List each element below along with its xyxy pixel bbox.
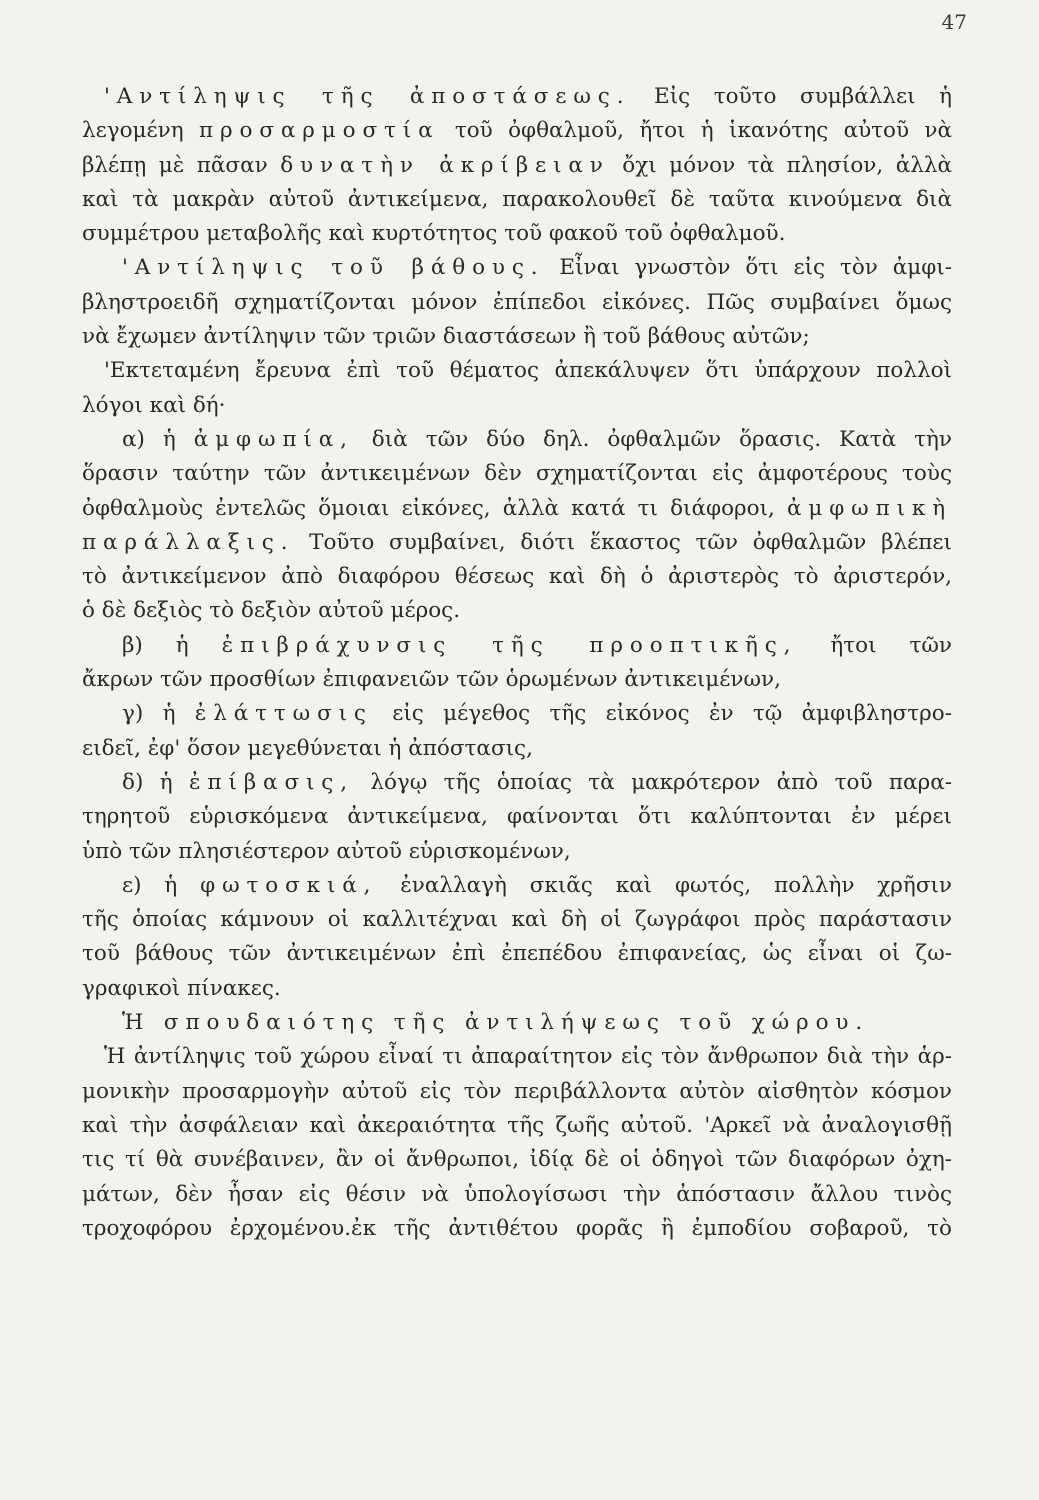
text-line — [82, 354, 952, 388]
text-run: καὶ τὰ μακρὰν αὐτοῦ ἀντικείμενα, παρακολουθεῖ δὲ ταῦτα κινούμενα διὰ — [82, 186, 952, 212]
text-run: δ) ἡ — [122, 769, 189, 795]
text-run: βλέπῃ μὲ πᾶσαν — [82, 152, 281, 178]
spaced-emphasis: δυνατὴν ἀκρίβειαν — [280, 152, 610, 178]
spaced-emphasis: ἀμφωπικὴ — [787, 495, 952, 521]
text-run: μάτων, δὲν ἦσαν εἰς θέσιν νὰ ὑπολογίσωσι τὴν ἀπόστασιν ἄλλου τινὸς — [82, 1181, 952, 1207]
text-run: βληστροειδῆ σχηματίζονται μόνον ἐπίπεδοι εἰκόνες. Πῶς συμβαίνει ὅμως — [82, 289, 952, 315]
text-run: 'Εκτεταμένη ἔρευνα ἐπὶ τοῦ θέματος ἀπεκάλυψεν ὅτι ὑπάρχουν πολλοὶ — [104, 358, 952, 384]
text-line — [82, 972, 952, 1006]
spaced-emphasis: ἀμφωπία, — [193, 426, 354, 452]
text-run: νὰ ἔχωμεν ἀντίληψιν τῶν τριῶν διαστάσεων ἢ τοῦ βάθους αὐτῶν; — [82, 324, 810, 350]
text-line — [82, 217, 952, 251]
spaced-emphasis: προσαρμοστία — [198, 118, 440, 144]
text-run: ἐναλλαγὴ σκιᾶς καὶ φωτός, πολλὴν χρῆσιν — [377, 872, 952, 898]
text-line — [82, 903, 952, 937]
text-line — [82, 183, 952, 217]
text-run: τῆς ὁποίας κάμνουν οἱ καλλιτέχναι καὶ δὴ οἱ ζωγράφοι πρὸς παράστασιν — [82, 907, 952, 933]
text-run: τροχοφόρου ἐρχομένου.ἐκ τῆς ἀντιθέτου φορᾶς ἢ ἐμποδίου σοβαροῦ, τὸ — [82, 1215, 952, 1241]
spaced-emphasis: Ἡ σπουδαιότης τῆς ἀντιλήψεως τοῦ χώρου. — [122, 1010, 870, 1036]
spaced-emphasis: ἐπίβασις, — [189, 769, 354, 795]
text-run: λεγομένη — [82, 118, 199, 144]
text-run: λόγοι καὶ δή· — [82, 392, 226, 418]
body-text — [82, 80, 952, 1246]
spaced-emphasis: φωτοσκιά, — [200, 872, 378, 898]
text-run: τοῦ ὀφθαλμοῦ, ἤτοι ἡ ἱκανότης αὐτοῦ νὰ — [439, 118, 952, 144]
text-line — [82, 1178, 952, 1212]
text-line — [82, 389, 952, 423]
text-run: τὸ ἀντικείμενον ἀπὸ διαφόρου θέσεως καὶ δὴ ὁ ἀριστερὸς τὸ ἀριστερόν, — [82, 564, 952, 590]
text-line — [82, 869, 952, 903]
text-line — [82, 835, 952, 869]
text-run: λόγῳ τῆς ὁποίας τὰ μακρότερον ἀπὸ τοῦ παρα- — [353, 769, 953, 795]
text-run: Ἡ ἀντίληψις τοῦ χώρου εἶναί τι ἀπαραίτητον εἰς τὸν ἄνθρωπον διὰ τὴν ἁρ- — [104, 1044, 952, 1070]
text-line — [82, 594, 952, 628]
text-line — [82, 320, 952, 354]
text-line — [82, 697, 952, 731]
text-run: Εἶναι γνωστὸν ὅτι εἰς τὸν ἀμφι- — [544, 255, 953, 281]
text-run: ὄχι μόνον τὰ πλησίον, ἀλλὰ — [609, 152, 953, 178]
text-run: διὰ τῶν δύο δηλ. ὀφθαλμῶν ὅρασις. Κατὰ τὴν — [353, 426, 952, 452]
text-line — [82, 457, 952, 491]
spaced-emphasis: παράλλαξις. — [82, 529, 295, 555]
text-line — [82, 526, 952, 560]
text-run: τοῦ βάθους τῶν ἀντικειμένων ἐπὶ ἐπεπέδου ἐπιφανείας, ὡς εἶναι οἱ ζω- — [82, 941, 952, 967]
text-line — [82, 629, 952, 663]
text-run: συμμέτρου μεταβολῆς καὶ κυρτότητος τοῦ φακοῦ τοῦ ὀφθαλμοῦ. — [82, 221, 786, 247]
text-line — [82, 1212, 952, 1246]
text-line — [82, 732, 952, 766]
text-line — [82, 1006, 952, 1040]
text-line — [82, 149, 952, 183]
text-line — [82, 1075, 952, 1109]
spaced-emphasis: ἐλάττωσις — [194, 701, 373, 727]
text-run: τηρητοῦ εὑρισκόμενα ἀντικείμενα, φαίνονται ὅτι καλύπτονται ἐν μέρει — [82, 804, 952, 830]
text-run: ὑπὸ τῶν πλησιέστερον αὐτοῦ εὑρισκομένων, — [82, 838, 571, 864]
text-line — [82, 766, 952, 800]
text-run: ε) ἡ — [122, 872, 201, 898]
text-run: α) ἡ — [122, 426, 194, 452]
text-line — [82, 114, 952, 148]
text-run: τις τί θὰ συνέβαινεν, ἂν οἱ ἄνθρωποι, ἰδίᾳ δὲ οἱ ὁδηγοὶ τῶν διαφόρων ὀχη- — [82, 1147, 952, 1173]
text-line — [82, 800, 952, 834]
text-line — [82, 663, 952, 697]
text-line — [82, 492, 952, 526]
text-line — [82, 423, 952, 457]
text-line — [82, 1143, 952, 1177]
text-run: ὁ δὲ δεξιὸς τὸ δεξιὸν αὐτοῦ μέρος. — [82, 598, 461, 624]
text-run: β) ἡ — [122, 632, 222, 658]
text-run: γ) ἡ — [122, 701, 195, 727]
text-line — [82, 1109, 952, 1143]
page-number: 47 — [941, 10, 967, 34]
text-line — [82, 937, 952, 971]
text-run: Τοῦτο συμβαίνει, διότι ἕκαστος τῶν ὀφθαλμῶν βλέπει — [294, 529, 952, 555]
text-run: ὅρασιν ταύτην τῶν ἀντικειμένων δὲν σχηματίζονται εἰς ἀμφοτέρους τοὺς — [82, 461, 952, 487]
text-run: εἰς μέγεθος τῆς εἰκόνος ἐν τῷ ἀμφιβληστρο- — [372, 701, 952, 727]
text-run: Εἰς τοῦτο συμβάλλει ἡ — [630, 84, 952, 109]
text-run: ὀφθαλμοὺς ἐντελῶς ὅμοιαι εἰκόνες, ἀλλὰ κατά τι διάφοροι, — [82, 495, 787, 521]
spaced-emphasis: 'Αντίληψις τῆς ἀποστάσεως. — [104, 84, 631, 109]
text-line — [82, 80, 952, 114]
text-line — [82, 1040, 952, 1074]
spaced-emphasis: ἐπιβράχυνσις τῆς προοπτικῆς, — [221, 632, 798, 658]
text-line — [82, 560, 952, 594]
text-run: ἄκρων τῶν προσθίων ἐπιφανειῶν τῶν ὁρωμένων ἀντικειμένων, — [82, 667, 781, 693]
text-line — [82, 251, 952, 285]
spaced-emphasis: 'Αντίληψις τοῦ βάθους. — [122, 255, 545, 281]
text-run: ἤτοι τῶν — [797, 632, 952, 658]
text-run: ειδεῖ, ἐφ' ὅσον μεγεθύνεται ἡ ἀπόστασις, — [82, 735, 533, 761]
text-run: γραφικοὶ πίνακες. — [82, 975, 281, 1001]
text-run: καὶ τὴν ἀσφάλειαν καὶ ἀκεραιότητα τῆς ζωῆς αὐτοῦ. 'Αρκεῖ νὰ ἀναλογισθῇ — [82, 1112, 952, 1138]
text-run: μονικὴν προσαρμογὴν αὐτοῦ εἰς τὸν περιβάλλοντα αὐτὸν αἰσθητὸν κόσμον — [82, 1078, 952, 1104]
text-line — [82, 286, 952, 320]
